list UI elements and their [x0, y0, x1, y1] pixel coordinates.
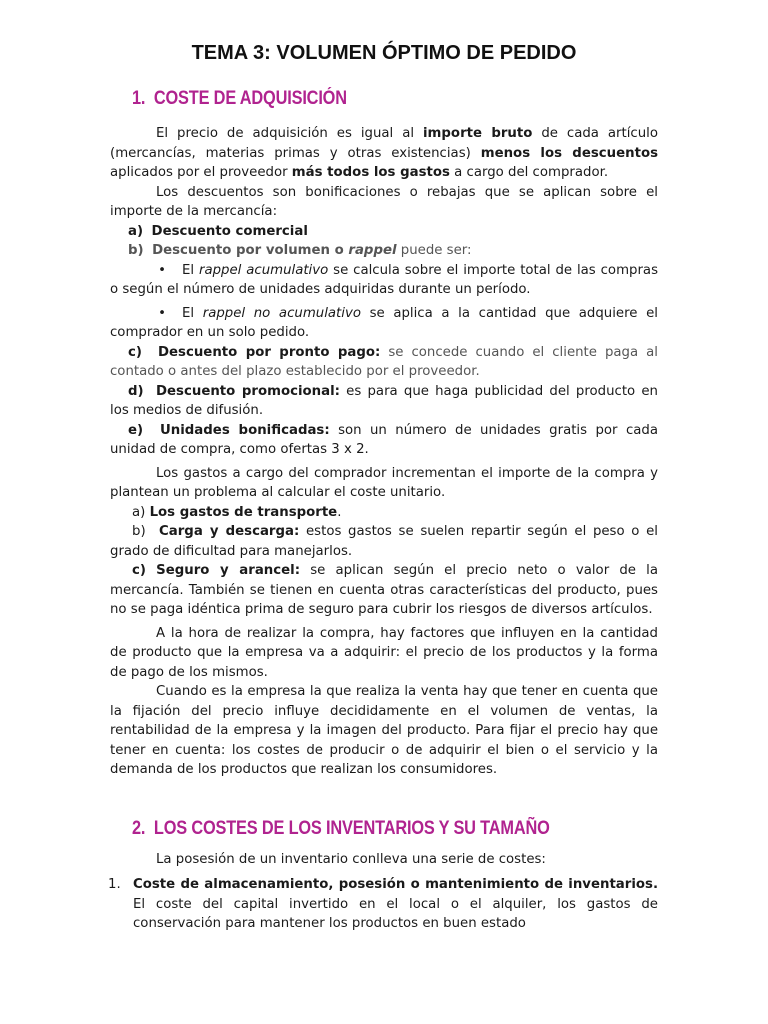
text-run-bold: Los gastos de transporte [149, 504, 338, 520]
text-run-bold: Descuento por volumen o [152, 243, 349, 258]
text-run-bold-italic: rappel [348, 243, 397, 258]
list-item-discount-e [110, 421, 658, 460]
list-item-storage-cost [133, 875, 658, 934]
bullet-icon: • [158, 262, 166, 278]
list-item-expense-b [110, 522, 658, 561]
text-run-bold: Unidades bonificadas: [159, 422, 330, 438]
paragraph-expenses-intro: Los gastos a cargo del comprador incrementan el importe de la compra y plantean un problema al calcular el coste unitario. [110, 465, 658, 500]
text-run: se calcula sobre el importe total de las compras o según el número de unidades adquiridas durante un período. [110, 262, 658, 297]
list-label: d) [128, 383, 144, 399]
section-number: 1. [132, 88, 146, 109]
text-run-bold: más todos los gastos [291, 165, 450, 180]
list-label: b) [128, 243, 144, 258]
text-run: se concede cuando el cliente paga al contado o antes del plazo establecido por el proveedor. [110, 344, 658, 379]
section-heading-2 [132, 818, 550, 840]
text-run-italic: rappel acumulativo [198, 262, 329, 278]
text-run: El precio de adquisición es igual al [156, 126, 423, 141]
paragraph-inventory-costs: La posesión de un inventario conlleva una serie de costes: [156, 852, 546, 867]
text-run: estos gastos se suelen repartir según el peso o el grado de dificultad para manejarlos. [110, 524, 658, 559]
list-label: a) [132, 504, 146, 520]
paragraph-purchase-factors: A la hora de realizar la compra, hay factores que influyen en la cantidad de producto que la empresa va a adquirir: el precio de los productos y la forma de pago de los mismos. [110, 625, 658, 680]
bullet-rappel-acumulativo [110, 261, 658, 300]
text-run-bold: Descuento por pronto pago: [157, 344, 381, 360]
list-label: c) [128, 344, 142, 360]
text-run-bold: importe bruto [423, 126, 533, 141]
list-item-discount-b [110, 241, 658, 261]
paragraph-discounts-intro: Los descuentos son bonificaciones o rebajas que se aplican sobre el importe de la mercancía: [110, 184, 658, 219]
text-run: son un número de unidades gratis por cada unidad de compra, como ofertas 3 x 2. [110, 422, 658, 457]
text-run-bold: Descuento comercial [151, 223, 308, 239]
inventory-costs-list [108, 875, 658, 934]
section-title: COSTE DE ADQUISICIÓN [153, 88, 347, 109]
text-run: a cargo del comprador. [449, 165, 609, 180]
bullet-icon: • [158, 305, 166, 321]
list-number: 1. [108, 877, 121, 892]
text-run: se aplica a la cantidad que adquiere el comprador en un solo pedido. [110, 305, 658, 340]
text-run: puede ser: [396, 243, 472, 258]
paragraph-sale-pricing: Cuando es la empresa la que realiza la venta hay que tener en cuenta que la fijación del precio influye decididamente en el volumen de ventas, la rentabilidad de la empresa y la imagen del producto. Para fijar el precio hay que tener en cuenta: los costes de producir o de adquirir el bien o el servicio y la demanda de los productos que realizan los consumidores. [110, 684, 658, 777]
text-run: El [182, 305, 203, 321]
list-item-expense-a [110, 503, 658, 523]
text-run: El [182, 262, 199, 278]
list-item-expense-c [110, 561, 658, 620]
text-run: se aplican según el precio neto o valor de la mercancía. También se tienen en cuenta otras características del producto, pues no se paga idéntica prima de seguro para cubrir los riesgos de diversos artículos. [110, 563, 658, 617]
text-run: . [337, 504, 342, 520]
paragraph-purchase-price [110, 124, 658, 183]
text-run: El coste del capital invertido en el local o el alquiler, los gastos de conservación para mantener los productos en buen estado [133, 896, 658, 931]
text-run-italic: rappel no acumulativo [202, 305, 361, 321]
list-item-discount-d [110, 382, 658, 421]
list-item-discount-a [110, 222, 658, 242]
list-label: a) [128, 223, 144, 239]
section-number: 2. [132, 818, 146, 839]
section-title: LOS COSTES DE LOS INVENTARIOS Y SU TAMAÑO [153, 818, 550, 839]
text-run-bold: menos los descuentos [480, 145, 658, 161]
text-run-bold: Descuento promocional: [156, 383, 340, 399]
bullet-rappel-no-acumulativo [110, 304, 658, 343]
section-heading-1 [132, 88, 347, 110]
text-run: aplicados por el proveedor [110, 165, 292, 180]
list-label: c) [132, 563, 146, 578]
section-1-body [110, 124, 658, 780]
list-item-discount-c [110, 343, 658, 382]
text-run-bold: Seguro y arancel: [156, 563, 301, 578]
text-run: es para que haga publicidad del producto en los medios de difusión. [110, 383, 658, 418]
text-run: de cada artículo (mercancías, materias primas y otras existencias) [110, 126, 658, 161]
text-run-bold: Carga y descarga: [159, 524, 300, 539]
text-run-bold: Coste de almacenamiento, posesión o mantenimiento de inventarios. [133, 877, 658, 892]
list-label: b) [132, 524, 146, 539]
list-label: e) [128, 422, 144, 438]
document-title: TEMA 3: VOLUMEN ÓPTIMO DE PEDIDO [191, 42, 577, 64]
section-2-intro [110, 850, 658, 870]
